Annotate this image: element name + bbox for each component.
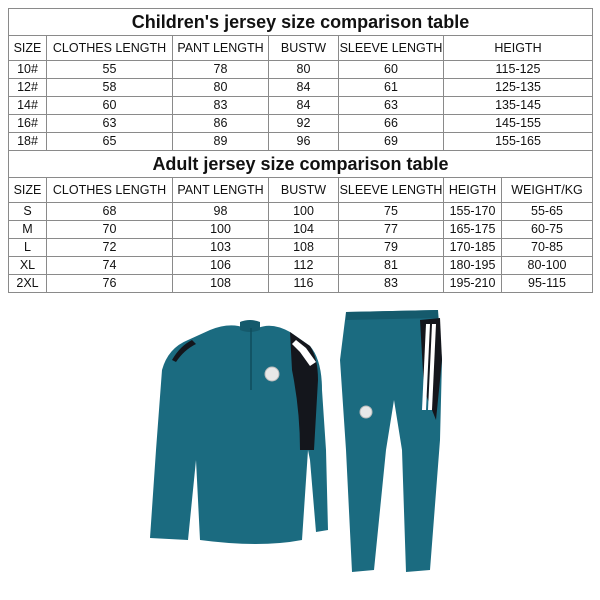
table-cell: 80 (173, 79, 269, 97)
table-cell: 86 (173, 115, 269, 133)
table-cell: 81 (339, 257, 444, 275)
tracksuit-icon (140, 300, 460, 592)
table-cell: 60 (47, 97, 173, 115)
table-cell: 83 (339, 275, 444, 293)
table-cell: 125-135 (444, 79, 593, 97)
table-row (9, 275, 593, 293)
table-cell: 165-175 (444, 221, 502, 239)
table-cell: 83 (173, 97, 269, 115)
table-cell: 98 (173, 203, 269, 221)
table-cell: 89 (173, 133, 269, 151)
children-header-row (9, 36, 593, 61)
table-cell: 170-185 (444, 239, 502, 257)
pants-image (340, 310, 442, 572)
table-cell: 55 (47, 61, 173, 79)
table-cell: 72 (47, 239, 173, 257)
table-cell: 78 (173, 61, 269, 79)
table-cell: 77 (339, 221, 444, 239)
size-table-body (9, 9, 593, 293)
size-chart (8, 8, 592, 293)
table-cell: 180-195 (444, 257, 502, 275)
table-cell: 65 (47, 133, 173, 151)
table-row (9, 133, 593, 151)
table-row (9, 115, 593, 133)
table-cell: 100 (173, 221, 269, 239)
table-cell: 76 (47, 275, 173, 293)
table-cell: 100 (269, 203, 339, 221)
table-cell: 14# (9, 97, 47, 115)
table-row (9, 239, 593, 257)
table-cell: 10# (9, 61, 47, 79)
table-cell: 58 (47, 79, 173, 97)
table-cell: 92 (269, 115, 339, 133)
table-cell: L (9, 239, 47, 257)
table-cell: XL (9, 257, 47, 275)
table-cell: 55-65 (502, 203, 593, 221)
table-cell: 195-210 (444, 275, 502, 293)
column-header: SIZE (9, 36, 47, 61)
table-cell: 112 (269, 257, 339, 275)
table-cell: S (9, 203, 47, 221)
table-cell: 79 (339, 239, 444, 257)
table-cell: 108 (269, 239, 339, 257)
table-title: Adult jersey size comparison table (9, 151, 593, 178)
column-header: CLOTHES LENGTH (47, 178, 173, 203)
table-cell: 60 (339, 61, 444, 79)
adult-header-row (9, 178, 593, 203)
table-row (9, 97, 593, 115)
table-row (9, 257, 593, 275)
table-cell: 84 (269, 79, 339, 97)
column-header: BUSTW (269, 36, 339, 61)
column-header: WEIGHT/KG (502, 178, 593, 203)
table-cell: 2XL (9, 275, 47, 293)
column-header: SLEEVE LENGTH (339, 36, 444, 61)
table-cell: 63 (47, 115, 173, 133)
table-cell: 74 (47, 257, 173, 275)
table-row (9, 79, 593, 97)
jacket-image (150, 320, 328, 544)
table-cell: 115-125 (444, 61, 593, 79)
column-header: BUSTW (269, 178, 339, 203)
column-header: PANT LENGTH (173, 178, 269, 203)
table-cell: M (9, 221, 47, 239)
table-row (9, 61, 593, 79)
column-header: HEIGTH (444, 36, 593, 61)
column-header: CLOTHES LENGTH (47, 36, 173, 61)
table-cell: 104 (269, 221, 339, 239)
column-header: PANT LENGTH (173, 36, 269, 61)
column-header: SLEEVE LENGTH (339, 178, 444, 203)
table-cell: 69 (339, 133, 444, 151)
table-cell: 95-115 (502, 275, 593, 293)
table-cell: 75 (339, 203, 444, 221)
table-title: Children's jersey size comparison table (9, 9, 593, 36)
table-cell: 18# (9, 133, 47, 151)
table-cell: 60-75 (502, 221, 593, 239)
table-cell: 70-85 (502, 239, 593, 257)
table-cell: 145-155 (444, 115, 593, 133)
table-row (9, 203, 593, 221)
table-cell: 106 (173, 257, 269, 275)
table-cell: 16# (9, 115, 47, 133)
table-cell: 70 (47, 221, 173, 239)
size-table (8, 8, 593, 293)
table-row (9, 221, 593, 239)
table-cell: 61 (339, 79, 444, 97)
table-cell: 68 (47, 203, 173, 221)
table-cell: 155-170 (444, 203, 502, 221)
column-header: HEIGTH (444, 178, 502, 203)
table-cell: 103 (173, 239, 269, 257)
table-cell: 80-100 (502, 257, 593, 275)
table-cell: 84 (269, 97, 339, 115)
children-title-row (9, 9, 593, 36)
table-cell: 80 (269, 61, 339, 79)
table-cell: 116 (269, 275, 339, 293)
table-cell: 108 (173, 275, 269, 293)
table-cell: 66 (339, 115, 444, 133)
table-cell: 155-165 (444, 133, 593, 151)
table-cell: 135-145 (444, 97, 593, 115)
table-cell: 63 (339, 97, 444, 115)
table-cell: 96 (269, 133, 339, 151)
column-header: SIZE (9, 178, 47, 203)
table-cell: 12# (9, 79, 47, 97)
adult-title-row (9, 151, 593, 178)
